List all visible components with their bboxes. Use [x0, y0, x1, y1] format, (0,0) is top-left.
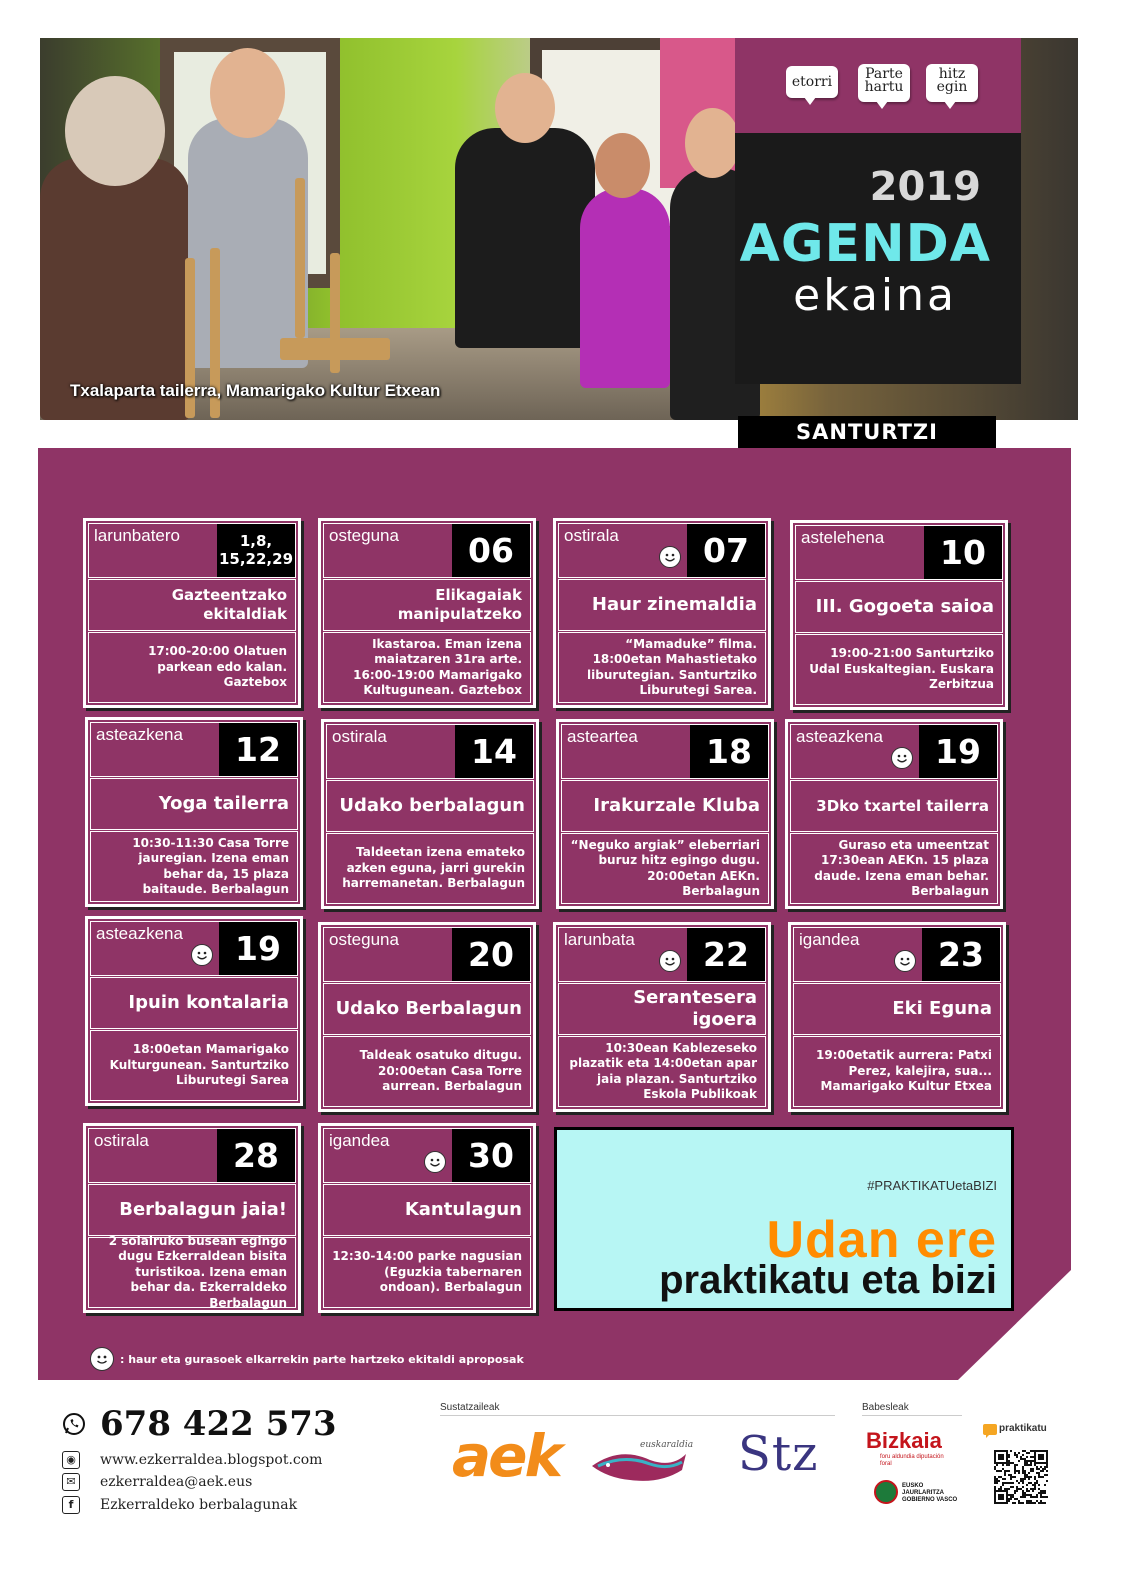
event-card [318, 518, 536, 708]
event-header [558, 523, 766, 578]
eusko-jaurlaritza-shield-icon [874, 1480, 898, 1504]
event-weekday: ostirala [332, 727, 387, 746]
event-card [318, 1123, 536, 1313]
event-header [558, 927, 766, 982]
event-header [323, 523, 531, 578]
event-date: 22 [687, 928, 765, 981]
event-title: Udako berbalagun [326, 780, 534, 832]
sponsors-title: Sustatzaileak [440, 1402, 500, 1413]
bubble-parte-hartu: Parte hartu [858, 64, 910, 102]
legend-text: : haur eta gurasoek elkarrekin parte hartzeko ekitaldi aproposak [120, 1352, 524, 1366]
facebook-icon: f [62, 1496, 80, 1514]
event-date: 30 [452, 1129, 530, 1182]
person-3 [455, 128, 595, 348]
event-weekday: larunbata [564, 930, 635, 949]
event-description: Guraso eta umeentzat 17:30ean AEKn. 15 plaza daude. Izena eman behar. Berbalagun [790, 833, 998, 904]
event-date: 28 [217, 1129, 295, 1182]
praktikatu-label: praktikatu [999, 1423, 1047, 1434]
person-3-head [495, 73, 555, 143]
event-title: Elikagaiak manipulatzeko [323, 579, 531, 631]
event-card [553, 518, 771, 708]
legend [90, 1347, 524, 1371]
event-title: Berbalagun jaia! [88, 1184, 296, 1236]
event-title: Irakurzale Kluba [561, 780, 769, 832]
qr-code-icon[interactable] [994, 1450, 1048, 1508]
bizkaia-sub: foru aldundia diputación foral [880, 1454, 944, 1467]
event-title: Udako Berbalagun [323, 983, 531, 1035]
person-1-head [65, 76, 165, 186]
event-description: 2 solairuko busean egingo dugu Ezkerraldean bisita turistikoa. Izena eman behar da. Ezkerraldeko Berbalagun [88, 1237, 296, 1308]
smiley-icon [90, 1347, 114, 1371]
promo-line2: praktikatu eta bizi [659, 1258, 997, 1302]
event-card [318, 922, 536, 1112]
person-2 [188, 118, 308, 368]
event-date: 1,8, 15,22,29 [217, 524, 295, 577]
event-weekday: asteazkena [96, 924, 183, 943]
person-4-head [595, 133, 650, 198]
year: 2019 [869, 164, 981, 210]
event-date: 20 [452, 928, 530, 981]
event-description: Taldeetan izena emateko azken eguna, jarri gurekin harremanetan. Berbalagun [326, 833, 534, 904]
event-date: 14 [455, 725, 533, 778]
event-title: Yoga tailerra [90, 778, 298, 830]
facebook-link[interactable]: Ezkerraldeko berbalagunak [100, 1497, 298, 1513]
email-link[interactable]: ezkerraldea@aek.eus [100, 1474, 253, 1490]
event-title: Gazteentzako ekitaldiak [88, 579, 296, 631]
smiley-icon [424, 1151, 446, 1173]
event-description: Taldeak osatuko ditugu. 20:00etan Casa Torre aurrean. Berbalagun [323, 1036, 531, 1107]
event-description: 18:00etan Mamarigako Kulturgunean. Santurtziko Liburutegi Sarea [90, 1030, 298, 1101]
aek-logo: aek [452, 1422, 561, 1490]
event-title: Serantesera igoera [558, 983, 766, 1035]
event-date: 19 [919, 725, 997, 778]
event-header [90, 722, 298, 777]
promo-hashtag: #PRAKTIKATUetaBIZI [867, 1178, 997, 1193]
event-header [88, 1128, 296, 1183]
praktikatu-logo [983, 1423, 1047, 1442]
event-header [323, 1128, 531, 1183]
email-contact[interactable] [62, 1473, 252, 1491]
agenda-title: AGENDA [739, 214, 991, 274]
event-card [790, 520, 1008, 710]
promo-box [554, 1127, 1014, 1311]
event-card [788, 922, 1006, 1112]
event-header [795, 525, 1003, 580]
smiley-icon [659, 950, 681, 972]
event-description: Ikastaroa. Eman izena maiatzaren 31ra arte. 16:00-19:00 Mamarigako Kultugunean. Gaztebox [323, 632, 531, 703]
event-weekday: igandea [799, 930, 860, 949]
smiley-icon [891, 747, 913, 769]
event-header [90, 921, 298, 976]
mail-icon: ✉ [62, 1473, 80, 1491]
bubble-hitz-egin: hitz egin [926, 64, 978, 102]
event-weekday: osteguna [329, 930, 399, 949]
smiley-icon [659, 546, 681, 568]
supporters-title: Babesleak [862, 1402, 909, 1413]
euskaraldia-label: euskaraldia [640, 1440, 694, 1450]
event-description: “Mamaduke” filma. 18:00etan Mahastietako liburutegian. Santurtziko Liburutegi Sarea. [558, 632, 766, 703]
event-header [88, 523, 296, 578]
event-date: 19 [219, 922, 297, 975]
sponsors-rule [440, 1415, 835, 1416]
promo-line1: Udan ere [766, 1211, 997, 1269]
web-contact[interactable] [62, 1451, 322, 1469]
event-card [85, 916, 303, 1106]
event-card [83, 518, 301, 708]
event-date: 10 [924, 526, 1002, 579]
event-title: Eki Eguna [793, 983, 1001, 1035]
event-date: 07 [687, 524, 765, 577]
event-weekday: ostirala [564, 526, 619, 545]
event-weekday: osteguna [329, 526, 399, 545]
stz-logo: Stz [738, 1426, 819, 1482]
event-weekday: astelehena [801, 528, 885, 547]
event-card [785, 719, 1003, 909]
event-weekday: igandea [329, 1131, 390, 1150]
web-link[interactable]: www.ezkerraldea.blogspot.com [100, 1452, 323, 1468]
txalaparta-stick [295, 178, 305, 338]
month: ekaina [793, 270, 957, 321]
event-title: Kantulagun [323, 1184, 531, 1236]
bubble-etorri: etorri [786, 66, 838, 98]
phone-row [62, 1404, 337, 1444]
event-title: Ipuin kontalaria [90, 977, 298, 1029]
event-weekday: asteartea [567, 727, 638, 746]
event-title: III. Gogoeta saioa [795, 581, 1003, 633]
event-weekday: ostirala [94, 1131, 149, 1150]
euskaraldia-logo [590, 1440, 694, 1494]
supporters-rule [862, 1415, 962, 1416]
mouse-icon: ◉ [62, 1451, 80, 1469]
event-header [323, 927, 531, 982]
location-label: SANTURTZI [738, 416, 996, 448]
event-header [793, 927, 1001, 982]
event-description: 19:00etatik aurrera: Patxi Perez, kalejira, sua... Mamarigako Kultur Etxea [793, 1036, 1001, 1107]
event-title: 3Dko txartel tailerra [790, 780, 998, 832]
event-header [326, 724, 534, 779]
event-description: 17:00-20:00 Olatuen parkean edo kalan. Gaztebox [88, 632, 296, 703]
event-header [790, 724, 998, 779]
event-weekday: asteazkena [96, 725, 183, 744]
person-4 [580, 188, 670, 388]
event-date: 23 [922, 928, 1000, 981]
event-date: 06 [452, 524, 530, 577]
event-date: 12 [219, 723, 297, 776]
eusko-jaurlaritza-logo: EUSKO JAURLARITZA GOBIERNO VASCO [902, 1483, 958, 1503]
event-card [321, 719, 539, 909]
event-card [553, 922, 771, 1112]
facebook-contact[interactable] [62, 1496, 297, 1514]
event-card [83, 1123, 301, 1313]
event-title: Haur zinemaldia [558, 579, 766, 631]
event-card [85, 717, 303, 907]
photo-caption: Txalaparta tailerra, Mamarigako Kultur Etxean [70, 381, 441, 400]
txalaparta-board [280, 338, 390, 360]
event-description: “Neguko argiak” eleberriari buruz hitz egingo dugu. 20:00etan AEKn. Berbalagun [561, 833, 769, 904]
event-date: 18 [690, 725, 768, 778]
event-description: 19:00-21:00 Santurtziko Udal Euskaltegian. Euskara Zerbitzua [795, 634, 1003, 705]
person-2-head [210, 48, 285, 138]
person-5-head [685, 108, 740, 178]
event-weekday: larunbatero [94, 526, 181, 545]
event-card [556, 719, 774, 909]
whatsapp-icon [62, 1412, 86, 1436]
smiley-icon [191, 944, 213, 966]
event-description: 10:30ean Kablezeseko plazatik eta 14:00etan apar jaia plazan. Santurtziko Eskola Publikoak [558, 1036, 766, 1107]
phone-number: 678 422 573 [100, 1404, 337, 1444]
event-weekday: asteazkena [796, 727, 883, 746]
event-header [561, 724, 769, 779]
event-description: 12:30-14:00 parke nagusian (Eguzkia tabernaren ondoan). Berbalagun [323, 1237, 531, 1308]
event-description: 10:30-11:30 Casa Torre jauregian. Izena eman behar da, 15 plaza baitaude. Berbalagun [90, 831, 298, 902]
bizkaia-logo: Bizkaia [866, 1428, 942, 1453]
smiley-icon [894, 950, 916, 972]
